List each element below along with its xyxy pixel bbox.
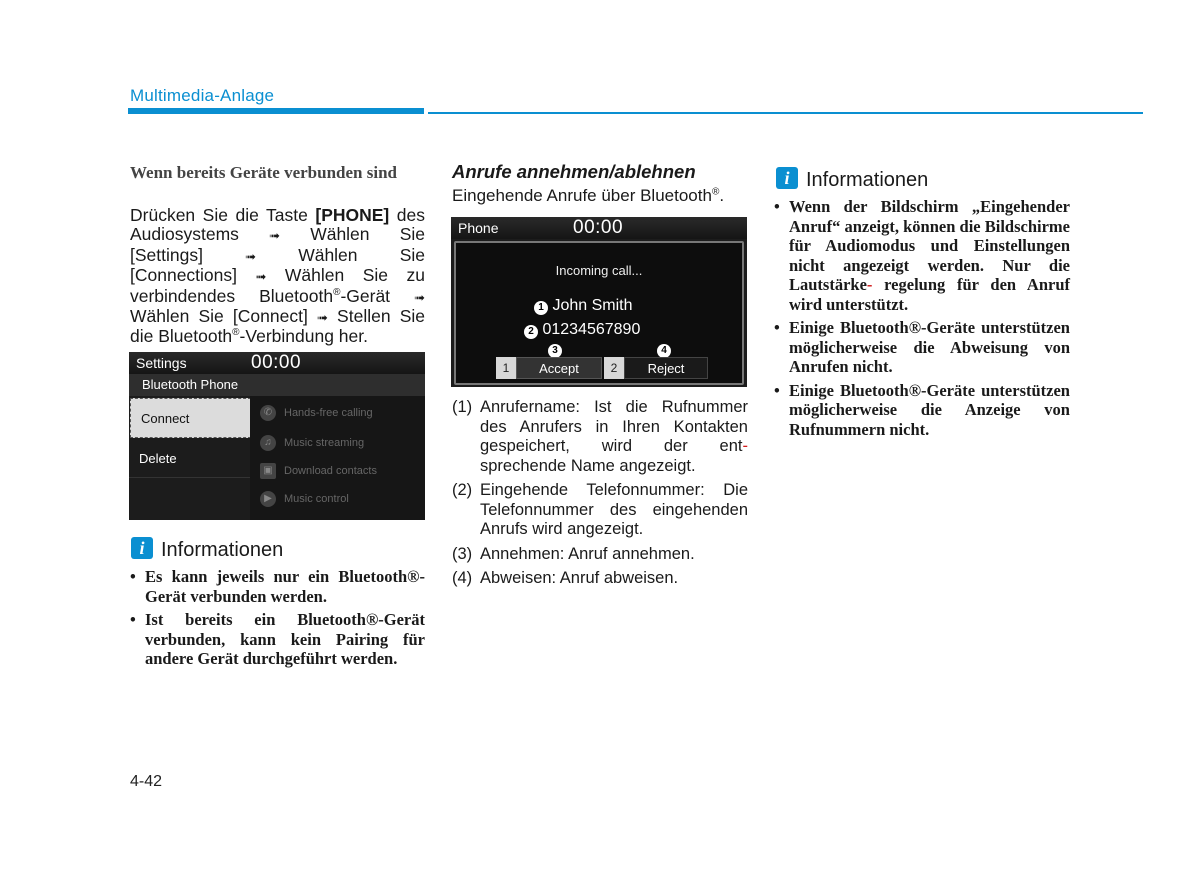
calls-heading: Anrufe annehmen/ablehnen <box>452 161 696 182</box>
info-item: • Es kann jeweils nur ein Bluetooth®-Gerät verbunden werden. <box>130 567 425 606</box>
phone-title: Phone <box>458 220 499 236</box>
calls-intro: Eingehende Anrufe über Bluetooth®. <box>452 186 725 205</box>
accept-button[interactable]: Accept <box>516 357 602 379</box>
marker-1: 1 <box>534 301 548 315</box>
info-item: • Einige Bluetooth®-Geräte unterstützen möglicherweise die Anzeige von Rufnummern nicht. <box>774 381 1070 440</box>
connect-menu-item[interactable]: Connect <box>130 398 251 438</box>
clock: 00:00 <box>573 217 624 238</box>
info-title: Informationen <box>806 169 929 191</box>
marker-2: 2 <box>524 325 538 339</box>
reject-button[interactable]: Reject <box>624 357 708 379</box>
instr-line-1: Drücken Sie die Taste [PHONE] des <box>130 205 425 225</box>
submenu-hands-free: ✆ Hands-free calling <box>260 402 373 424</box>
instr-line-4: [Connections] ➟ Wählen Sie zu <box>130 265 425 286</box>
caller-number-row <box>524 321 640 339</box>
list-item: (2) Eingehende Telefonnummer: Die Telefonnummer des eingehenden Anrufs wird angezeigt. <box>452 481 748 538</box>
call-status: Incoming call... <box>555 263 643 278</box>
phone-screen <box>451 217 747 387</box>
marker-3: 3 <box>548 344 562 358</box>
caller-name: John Smith <box>552 297 633 314</box>
list-item: (4) Abweisen: Anruf abweisen. <box>452 569 679 587</box>
settings-screen <box>129 352 425 520</box>
list-item: (1) Anrufername: Ist die Rufnummer des Anrufers in Ihren Kontakten gespeichert, wird der ent- sprechende Name angezeigt. <box>452 398 748 475</box>
info-item: • Einige Bluetooth®-Geräte unterstützen möglicherweise die Abweisung von Anrufen nicht. <box>774 318 1070 377</box>
info-item: • Ist bereits ein Bluetooth®-Gerät verbunden, kann kein Pairing für andere Gerät durchgeführt werden. <box>130 610 425 669</box>
reject-button-num: 2 <box>604 357 624 379</box>
marker-4: 4 <box>657 344 671 358</box>
clock: 00:00 <box>251 352 302 373</box>
instr-line-2: Audiosystems ➟ Wählen Sie <box>130 224 425 245</box>
section-title: Multimedia-Anlage <box>130 86 275 105</box>
submenu-music-control: ▶ Music control <box>260 488 349 510</box>
info-title: Informationen <box>161 539 284 561</box>
info-icon: i <box>776 167 798 189</box>
instr-line-3: [Settings] ➟ Wählen Sie <box>130 244 425 265</box>
phone-key: [PHONE] <box>315 205 390 225</box>
header-rule-thin <box>428 112 1143 114</box>
settings-subtitle: Bluetooth Phone <box>129 374 425 396</box>
contacts-icon: ▣ <box>260 463 276 479</box>
subsection-heading: Wenn bereits Geräte verbunden sind <box>130 163 397 182</box>
call-elements-list <box>452 398 748 594</box>
submenu-music-streaming: ♫ Music streaming <box>260 432 364 454</box>
caller-number: 01234567890 <box>542 321 641 338</box>
submenu-download-contacts: ▣ Download contacts <box>260 460 377 482</box>
incoming-call-panel <box>454 241 744 385</box>
info-item: • Wenn der Bildschirm „Eingehender Anruf“ anzeigt, können die Bildschirme für Audiomodus und Einstellungen nicht angezeigt werden. Nur die Lautstärke- regelung für den Anruf wird unterstützt. <box>774 197 1070 314</box>
phone-icon: ✆ <box>260 405 276 421</box>
submenu-panel <box>250 396 425 520</box>
arrow-icon: ➟ <box>269 228 281 244</box>
header-rule-thick <box>128 108 424 114</box>
arrow-icon: ➟ <box>245 248 257 264</box>
arrow-icon: ➟ <box>414 289 425 305</box>
caller-name-row <box>534 297 633 315</box>
delete-menu-item[interactable]: Delete <box>129 440 250 478</box>
arrow-icon: ➟ <box>316 310 328 326</box>
arrow-icon: ➟ <box>255 269 267 285</box>
instr-line-7: die Bluetooth®-Verbindung her. <box>130 326 368 347</box>
phone-header <box>451 217 747 239</box>
accept-button-num: 1 <box>496 357 516 379</box>
settings-title: Settings <box>136 355 187 371</box>
page-number: 4-42 <box>130 773 163 790</box>
connect-instructions <box>130 206 425 347</box>
list-item: (3) Annehmen: Anruf annehmen. <box>452 544 695 563</box>
instr-line-6: Wählen Sie [Connect] ➟ Stellen Sie <box>130 306 425 327</box>
info-list-right <box>774 197 1070 443</box>
info-list-left <box>130 567 425 673</box>
settings-header <box>129 352 425 374</box>
instr-line-5: verbindendes Bluetooth®-Gerät ➟ <box>130 285 425 306</box>
info-icon: i <box>131 537 153 559</box>
bluetooth-music-icon: ♫ <box>260 435 276 451</box>
play-icon: ▶ <box>260 491 276 507</box>
